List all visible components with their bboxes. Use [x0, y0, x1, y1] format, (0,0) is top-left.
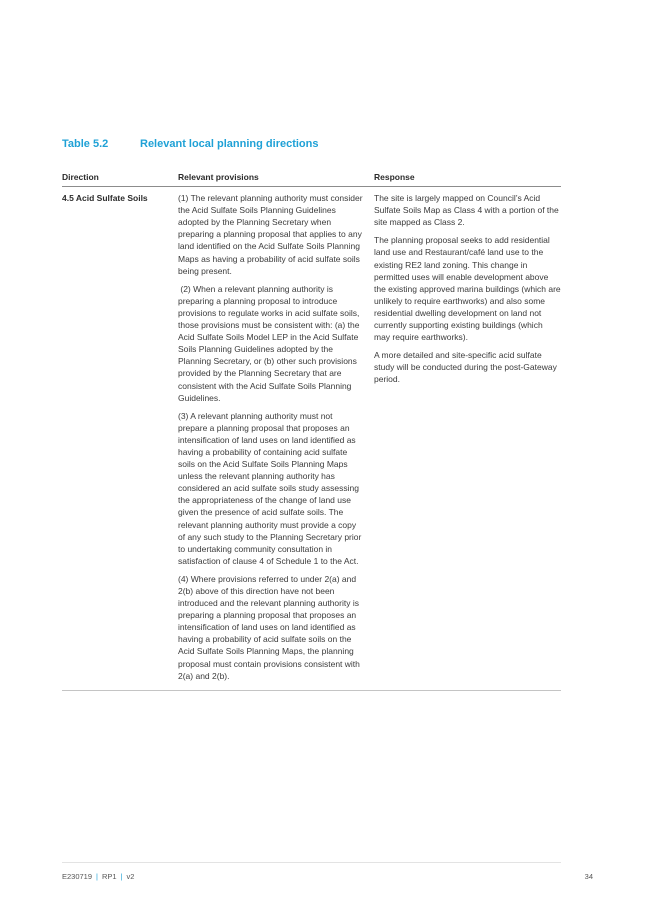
response-paragraph: The planning proposal seeks to add residential land use and Restaurant/café land use to the existing RE2 land zoning. This change in permitted uses will enable development above the existing approved marina buildings (which are unlikely to require earthworks) and also some residential dwelling development on land not currently supporting existing buildings (which may require earthworks). [374, 235, 561, 343]
provision-paragraph: (4) Where provisions referred to under 2(a) and 2(b) above of this direction have not been introduced and the relevant planning authority is preparing a planning proposal that proposes an intensification of land uses on land identified as having a probability of acid sulfate soils on the Acid Sulfate Soils Planning Maps, the planning proposal must contain provisions consistent with 2(a) and 2(b). [178, 573, 360, 681]
planning-directions-table [62, 171, 561, 691]
page-footer [62, 872, 593, 881]
version: v2 [126, 872, 135, 881]
table-number: Table 5.2 [62, 138, 109, 150]
response-paragraph: A more detailed and site-specific acid sulfate study will be conducted during the post-Gateway period. [374, 350, 557, 385]
doc-id: E230719 [62, 872, 93, 881]
provision-paragraph: (2) When a relevant planning authority is preparing a planning proposal to introduce provisions to regulate works in acid sulfate soils, those provisions must be consistent with: (a) the Acid Sulfate Soils Model LEP in the Acid Sulfate Soils Planning Guidelines adopted by the Planning Secretary, or (b) other such provisions provided by the Planning Secretary that are consistent with the Acid Sulfate Soils Planning Guidelines. [178, 283, 362, 403]
footer-separator: | [96, 872, 98, 881]
page-number: 34 [584, 872, 593, 881]
provision-paragraph: (1) The relevant planning authority must consider the Acid Sulfate Soils Planning Guidelines adopted by the Planning Secretary when preparing a planning proposal that applies to any land identified on the Acid Sulfate Soils Planning Maps as having a probability of acid sulfate soils being present. [178, 193, 365, 276]
header-response: Response [374, 172, 415, 182]
table-row [62, 187, 561, 691]
direction-cell: 4.5 Acid Sulfate Soils [62, 193, 148, 204]
provisions-cell [178, 192, 374, 688]
header-relevant-provisions: Relevant provisions [178, 172, 259, 182]
provision-paragraph: (3) A relevant planning authority must not prepare a planning proposal that proposes an intensification of land uses on land identified as having a probability of containing acid sulfate soils on the Acid Sulfate Soils Planning Maps unless the relevant planning authority has considered an acid sulfate soils study assessing the appropriateness of the change of land use given the presence of acid sulfate soils. The relevant planning authority must provide a copy of any such study to the Planning Secretary prior to undertaking community consultation in satisfaction of clause 4 of Schedule 1 to the Act. [178, 410, 362, 566]
footer-separator: | [120, 872, 123, 881]
report-id: RP1 [101, 872, 117, 881]
table-caption [62, 138, 318, 150]
response-cell [374, 192, 561, 688]
header-direction: Direction [62, 172, 99, 182]
footer-divider [62, 862, 561, 863]
footer-doc-reference [62, 872, 134, 881]
response-paragraph: The site is largely mapped on Council’s Acid Sulfate Soils Map as Class 4 with a portion of the site mapped as Class 2. [374, 193, 559, 228]
table-title: Relevant local planning directions [140, 138, 319, 150]
table-header-row [62, 171, 561, 187]
